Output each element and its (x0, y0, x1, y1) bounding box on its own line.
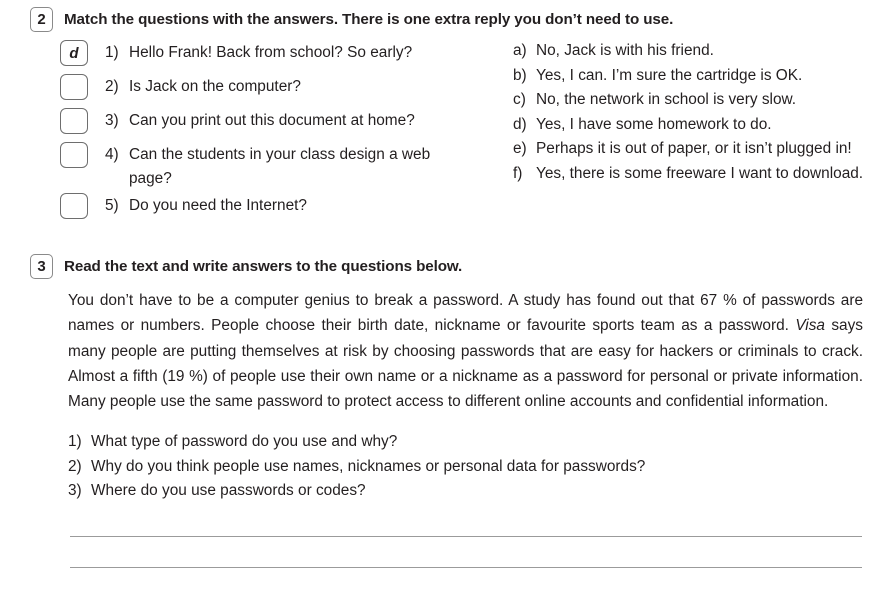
sub-question-text: Where do you use passwords or codes? (91, 482, 366, 500)
sub-question-row (68, 455, 875, 480)
sub-question-number: 2) (68, 457, 82, 475)
exercise-3-number-badge: 3 (30, 254, 53, 279)
answer-text: Perhaps it is out of paper, or it isn’t plugged in! (536, 140, 852, 157)
exercise-3-title: Read the text and write answers to the questions below. (64, 258, 463, 275)
answer-item (513, 39, 875, 64)
question-row (60, 73, 510, 102)
question-text: Can you print out this document at home? (129, 112, 415, 129)
question-text-wrapper (105, 73, 301, 99)
answer-label: f) (513, 164, 523, 182)
question-text-wrapper (105, 107, 415, 133)
answer-label: b) (513, 66, 527, 84)
answer-label: e) (513, 140, 527, 157)
answer-label: a) (513, 42, 527, 59)
answer-text: Yes, there is some freeware I want to download. (536, 164, 864, 182)
answer-text: Yes, I can. I’m sure the cartridge is OK. (536, 66, 803, 84)
exercise-3 (30, 254, 875, 504)
question-row (60, 141, 510, 191)
question-number: 3) (105, 112, 119, 129)
answer-box-3[interactable] (60, 108, 88, 134)
answer-writing-lines (70, 536, 862, 598)
question-number: 4) (105, 146, 119, 163)
answer-box-1[interactable]: d (60, 40, 88, 66)
exercise-2-title: Match the questions with the answers. There is one extra reply you don’t need to use. (64, 11, 674, 28)
passage-segment-2: says many people are putting themselves at risk by choosing passwords that are easy for hackers or criminals to crack. Almost a fifth (19 %) of people use their own name or a nickname as a password for personal or private information. Many people use the same password to protect access to different online accounts and confidential information. (68, 317, 864, 411)
answer-item (513, 64, 875, 89)
answer-item (513, 88, 875, 113)
questions-column (60, 39, 510, 226)
writing-line-2[interactable] (70, 567, 862, 568)
exercise-3-questions (68, 430, 875, 504)
exercise-3-header (30, 254, 875, 279)
answers-column (510, 39, 875, 226)
question-text: Is Jack on the computer? (129, 78, 301, 95)
sub-question-text: What type of password do you use and why? (91, 433, 398, 451)
reading-passage (68, 288, 863, 414)
passage-brand-name: Visa (795, 317, 825, 335)
question-number: 5) (105, 197, 119, 214)
sub-question-number: 1) (68, 433, 82, 451)
sub-question-row (68, 479, 875, 504)
answer-text: Yes, I have some homework to do. (536, 115, 772, 133)
question-row (60, 39, 510, 68)
answer-box-2[interactable] (60, 74, 88, 100)
answer-item (513, 137, 875, 162)
answer-item (513, 162, 875, 187)
question-row (60, 192, 510, 221)
answer-text: No, Jack is with his friend. (536, 42, 714, 59)
exercise-2-number-badge: 2 (30, 7, 53, 32)
answer-label: d) (513, 115, 527, 133)
sub-question-row (68, 430, 875, 455)
question-number: 2) (105, 78, 119, 95)
matching-exercise-body (60, 39, 875, 226)
passage-segment-1: You don’t have to be a computer genius to break a password. A study has found out that 67 % of passwords are names or numbers. People choose their birth date, nickname or favourite sports team as a password. (68, 292, 863, 335)
answer-item (513, 113, 875, 138)
answer-box-4[interactable] (60, 142, 88, 168)
question-row (60, 107, 510, 136)
exercise-2-header (30, 7, 875, 32)
answer-text: No, the network in school is very slow. (536, 91, 797, 108)
sub-question-number: 3) (68, 482, 82, 500)
question-text: Can the students in your class design a web page? (129, 146, 431, 187)
answer-box-5[interactable] (60, 193, 88, 219)
question-text-wrapper (105, 141, 460, 191)
exercise-2 (30, 7, 875, 226)
writing-line-1[interactable] (70, 536, 862, 537)
question-text-wrapper (105, 39, 412, 65)
question-number: 1) (105, 44, 119, 61)
answer-label: c) (513, 91, 526, 108)
question-text-wrapper (105, 192, 307, 218)
question-text: Do you need the Internet? (129, 197, 307, 214)
sub-question-text: Why do you think people use names, nicknames or personal data for passwords? (91, 457, 646, 475)
question-text: Hello Frank! Back from school? So early? (129, 44, 413, 61)
